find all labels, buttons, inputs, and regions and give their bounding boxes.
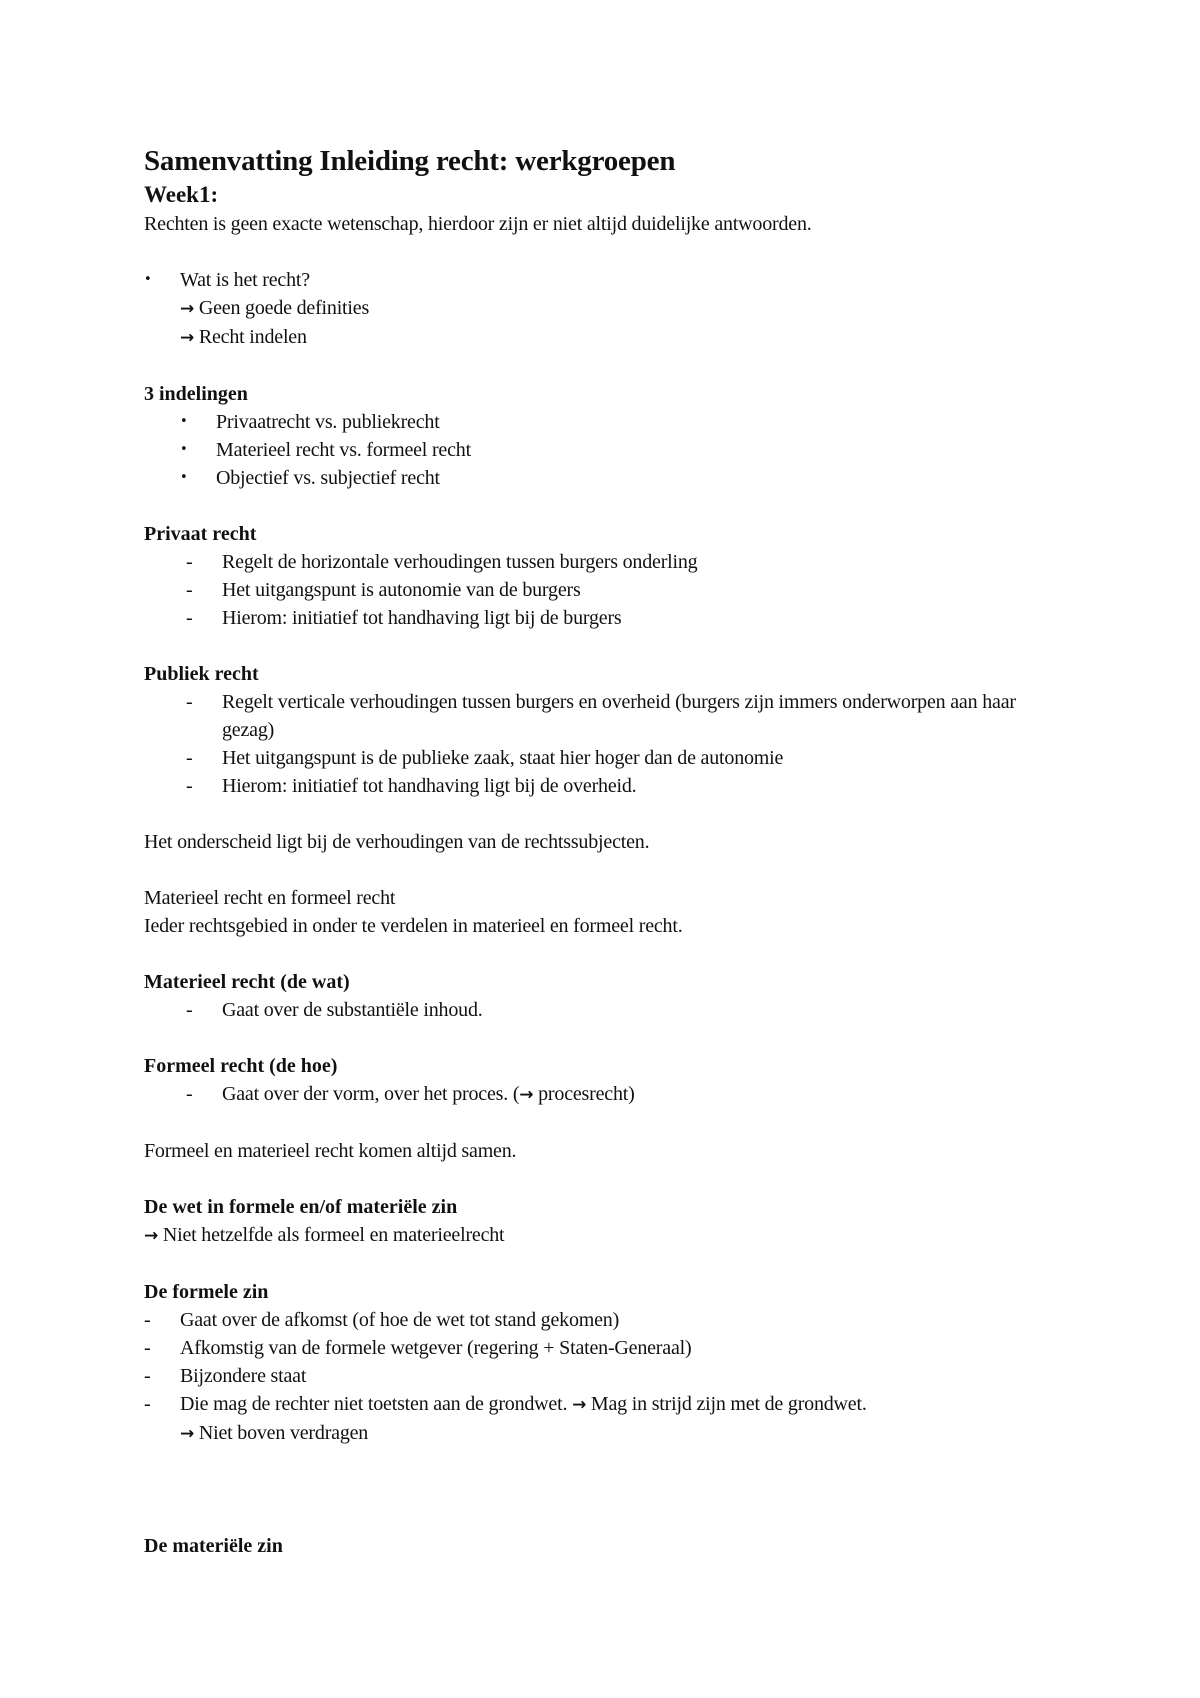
section-heading: Publiek recht — [144, 663, 259, 685]
list-item: • Objectief vs. subjectief recht — [144, 464, 1104, 492]
section-heading: Formeel recht (de hoe) — [144, 1055, 338, 1077]
dash-marker: - — [144, 1393, 151, 1415]
bullet-icon: • — [180, 470, 188, 485]
dash-marker: - — [186, 1083, 193, 1105]
bullet-icon: • — [180, 442, 188, 457]
list-item: - Gaat over de substantiële inhoud. — [144, 996, 1104, 1024]
paragraph: Materieel recht en formeel recht — [144, 887, 396, 909]
intro-paragraph: Rechten is geen exacte wetenschap, hierdoor zijn er niet altijd duidelijke antwoorden. — [144, 213, 812, 235]
arrow-right-icon: → — [180, 328, 195, 348]
dash-marker: - — [186, 551, 193, 573]
arrow-line: → Niet hetzelfde als formeel en materieelrecht — [144, 1224, 505, 1246]
section-heading: 3 indelingen — [144, 383, 248, 405]
dash-marker: - — [144, 1337, 151, 1359]
arrow-right-icon: → — [180, 299, 195, 319]
list-item: - Die mag de rechter niet toetsten aan de grondwet. → Mag in strijd zijn met de grondwet. — [144, 1390, 1104, 1419]
list-item: - Regelt verticale verhoudingen tussen burgers en overheid (burgers zijn immers onderworpen aan haar gezag) — [144, 688, 1056, 744]
list-item: - Hierom: initiatief tot handhaving ligt bij de overheid. — [144, 772, 1104, 800]
arrow-right-icon: → — [144, 1226, 159, 1246]
section-heading: Materieel recht (de wat) — [144, 971, 350, 993]
list-item: - Afkomstig van de formele wetgever (regering + Staten-Generaal) — [144, 1334, 1104, 1362]
arrow-line: → Geen goede definities — [180, 297, 370, 319]
question-text: Wat is het recht? — [180, 269, 310, 291]
list-item: • Materieel recht vs. formeel recht — [144, 436, 1104, 464]
arrow-right-icon: → — [519, 1085, 534, 1105]
arrow-right-icon: → — [572, 1395, 587, 1415]
arrow-line: → Recht indelen — [180, 326, 307, 348]
list-item: - Het uitgangspunt is de publieke zaak, staat hier hoger dan de autonomie — [144, 744, 1104, 772]
list-item — [144, 266, 1104, 294]
paragraph: Het onderscheid ligt bij de verhoudingen van de rechtssubjecten. — [144, 831, 650, 853]
dash-marker: - — [144, 1365, 151, 1387]
dash-marker: - — [144, 1309, 151, 1331]
dash-marker: - — [186, 579, 193, 601]
dash-marker: - — [186, 775, 193, 797]
list-item: - Bijzondere staat — [144, 1362, 1104, 1390]
week-heading: Week1: — [144, 182, 219, 207]
bullet-icon: • — [144, 272, 152, 287]
arrow-line: → Niet boven verdragen — [180, 1422, 369, 1444]
section-heading: De formele zin — [144, 1281, 269, 1303]
section-heading: De wet in formele en/of materiële zin — [144, 1196, 458, 1218]
list-item: - Gaat over de afkomst (of hoe de wet tot stand gekomen) — [144, 1306, 1104, 1334]
page-content — [144, 142, 1104, 1560]
list-item: • Privaatrecht vs. publiekrecht — [144, 408, 1104, 436]
dash-marker: - — [186, 607, 193, 629]
paragraph: Ieder rechtsgebied in onder te verdelen in materieel en formeel recht. — [144, 915, 683, 937]
section-heading: Privaat recht — [144, 523, 257, 545]
bullet-icon: • — [180, 414, 188, 429]
list-item: - Hierom: initiatief tot handhaving ligt bij de burgers — [144, 604, 1104, 632]
paragraph: Formeel en materieel recht komen altijd samen. — [144, 1140, 517, 1162]
list-item: - Het uitgangspunt is autonomie van de burgers — [144, 576, 1104, 604]
document-title: Samenvatting Inleiding recht: werkgroepen — [144, 145, 676, 177]
dash-marker: - — [186, 999, 193, 1021]
list-item: - Gaat over der vorm, over het proces. (→ procesrecht) — [144, 1080, 1104, 1109]
dash-marker: - — [186, 691, 193, 713]
list-item: - Regelt de horizontale verhoudingen tussen burgers onderling — [144, 548, 1104, 576]
section-heading: De materiële zin — [144, 1535, 283, 1557]
arrow-right-icon: → — [180, 1424, 195, 1444]
dash-marker: - — [186, 747, 193, 769]
